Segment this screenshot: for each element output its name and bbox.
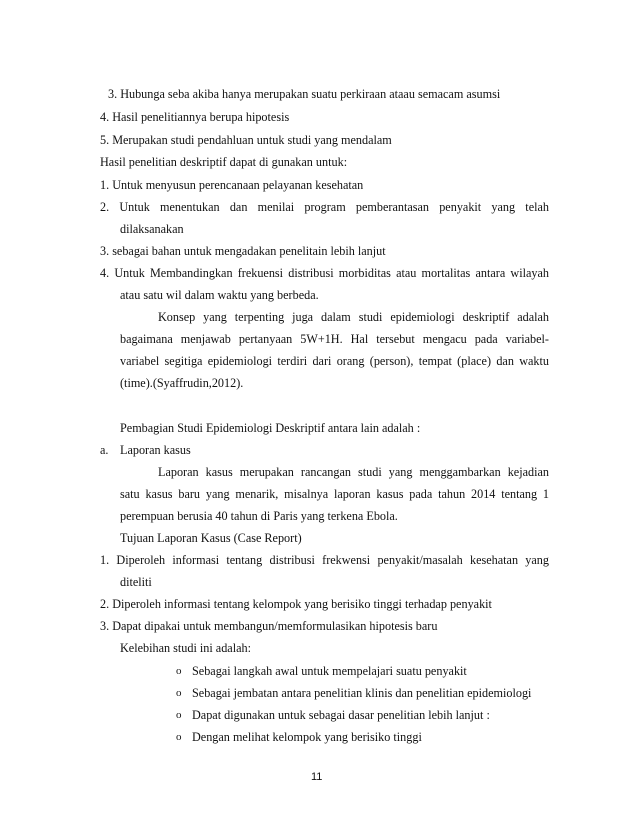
bullet-icon: o [176, 665, 182, 677]
text-line: satu kasus baru yang menarik, misalnya laporan kasus pada tahun 2014 tentang 1 [120, 487, 549, 501]
bullet-icon: o [176, 687, 182, 699]
page-number: 11 [311, 771, 323, 783]
bullet-item: Sebagai jembatan antara penelitian klinis dan penelitian epidemiologi [192, 686, 532, 700]
bullet-icon: o [176, 731, 182, 743]
text-line: Konsep yang terpenting juga dalam studi epidemiologi deskriptif adalah [158, 310, 549, 324]
text-line: Kelebihan studi ini adalah: [120, 641, 251, 655]
section-heading: Pembagian Studi Epidemiologi Deskriptif antara lain adalah : [120, 421, 421, 435]
text-line: 1. Diperoleh informasi tentang distribusi frekwensi penyakit/masalah kesehatan yang [100, 553, 549, 567]
text-line: perempuan berusia 40 tahun di Paris yang terkena Ebola. [120, 509, 398, 523]
text-line: 5. Merupakan studi pendahluan untuk studi yang mendalam [100, 133, 392, 147]
text-line: 4. Hasil penelitiannya berupa hipotesis [100, 110, 290, 124]
text-line: 2. Diperoleh informasi tentang kelompok yang berisiko tinggi terhadap penyakit [100, 597, 492, 611]
text-line: Laporan kasus merupakan rancangan studi yang menggambarkan kejadian [158, 465, 549, 479]
text-line: atau satu wil dalam waktu yang berbeda. [120, 288, 319, 302]
text-line: 1. Untuk menyusun perencanaan pelayanan kesehatan [100, 178, 364, 192]
text-line: 4. Untuk Membandingkan frekuensi distribusi morbiditas atau mortalitas antara wilayah [100, 266, 549, 280]
text-line: Tujuan Laporan Kasus (Case Report) [120, 531, 302, 545]
text-line: 3. Hubunga seba akiba hanya merupakan suatu perkiraan ataau semacam asumsi [108, 87, 501, 101]
bullet-item: Dengan melihat kelompok yang berisiko tinggi [192, 730, 422, 744]
subsection-heading: Laporan kasus [120, 443, 191, 457]
text-line: bagaimana menjawab pertanyaan 5W+1H. Hal tersebut mengacu pada variabel- [120, 332, 549, 346]
list-marker: a. [100, 443, 109, 457]
text-line: variabel segitiga epidemiologi terdiri dari orang (person), tempat (place) dan waktu [120, 354, 549, 368]
text-line: 2. Untuk menentukan dan menilai program pemberantasan penyakit yang telah [100, 200, 549, 214]
text-line: 3. sebagai bahan untuk mengadakan penelitain lebih lanjut [100, 244, 386, 258]
bullet-icon: o [176, 709, 182, 721]
text-line: Hasil penelitian deskriptif dapat di gunakan untuk: [100, 155, 348, 169]
text-line: 3. Dapat dipakai untuk membangun/memformulasikan hipotesis baru [100, 619, 438, 633]
bullet-item: Sebagai langkah awal untuk mempelajari suatu penyakit [192, 664, 467, 678]
text-line: diteliti [120, 575, 152, 589]
text-line: dilaksanakan [120, 222, 184, 236]
text-line: (time).(Syaffrudin,2012). [120, 376, 244, 390]
bullet-item: Dapat digunakan untuk sebagai dasar penelitian lebih lanjut : [192, 708, 490, 722]
